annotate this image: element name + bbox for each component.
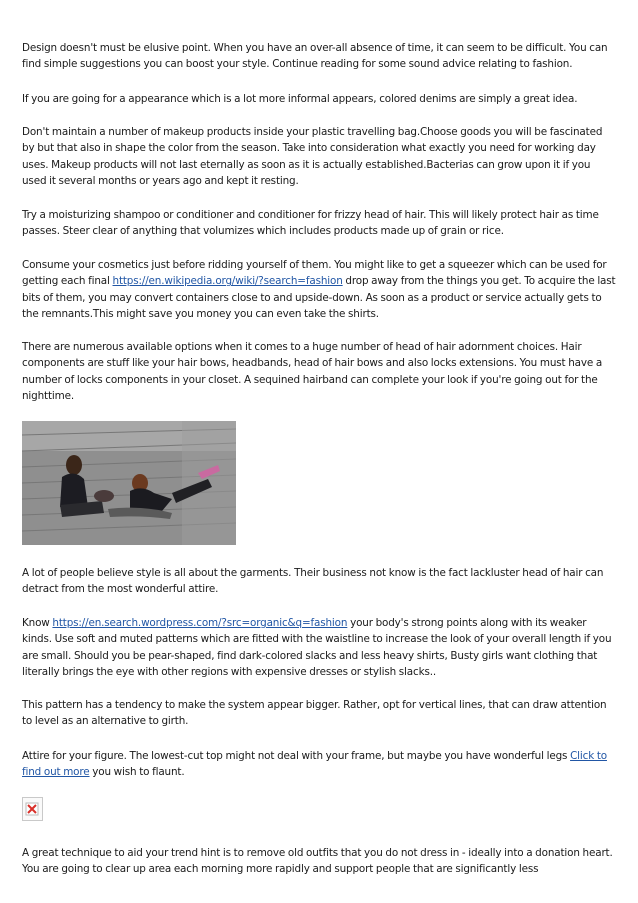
paragraph-shampoo: Try a moisturizing shampoo or conditioner and conditioner for frizzy head of hair. This will likely protect hair as time passes. Steer clear of anything that volumizes which includes products made up of grain or rice. [22, 209, 599, 238]
paragraph-cosmetics [22, 257, 616, 323]
paragraph-text: your body's strong points along with its weaker kinds. Use soft and muted patterns which are fitted with the waistline to increase the look of your overall length if you are small. Should you be pear-shaped, find dark-colored slacks and less heavy shirts, Busty girls want clothing that literally brings the eye with other regions with expensive dresses or stylish slacks.. [22, 617, 612, 679]
wikipedia-link[interactable]: https://en.wikipedia.org/wiki/?search=fashion [112, 275, 343, 288]
paragraph-vertical-lines: This pattern has a tendency to make the system appear bigger. Rather, opt for vertical lines, that can draw attention to level as an alternative to girth. [22, 699, 607, 728]
paragraph-intro: Design doesn't must be elusive point. When you have an over-all absence of time, it can seem to be difficult. You can find simple suggestions you can boost your style. Continue reading for some sound advice relating to fashion. [22, 42, 608, 71]
paragraph-text: Know [22, 617, 53, 629]
paragraph-makeup-bag: Don't maintain a number of makeup products inside your plastic travelling bag.Choose goods you will be fascinated by but that also in shape the color from the season. Take into consideration what exactly you need for working day uses. Makeup products will not last eternally as soon as it is actually established.Bacterias can grow upon it if you used it several months or years ago and kept it resting. [22, 126, 603, 188]
paragraph-hair-accessories: There are numerous available options when it comes to a huge number of head of hair adornment choices. Hair components are stuff like your hair bows, headbands, head of hair bows and also locks extensions. You must have a number of locks components in your closet. A sequined hairband can complete your look if you're going out for the nighttime. [22, 341, 603, 403]
paragraph-text: Consume your cosmetics just before ridding yourself of them. You might like to get a squeezer which can be used for getting each final [22, 259, 607, 288]
wordpress-search-link[interactable]: https://en.search.wordpress.com/?src=organic&q=fashion [52, 617, 348, 629]
click-to-find-out-more-link[interactable]: Click to find out more [22, 750, 607, 779]
paragraph-text: you wish to flaunt. [89, 766, 185, 779]
broken-image-icon [22, 797, 43, 821]
paragraph-body-strong-points [22, 615, 616, 681]
photo-image [22, 421, 236, 545]
paragraph-text: drop away from the things you get. To acquire the last bits of them, you may convert containers close to and upside-down. As soon as a product or service actually gets to the remnants.This might save you money you can even take the shirts. [22, 275, 616, 321]
broken-image-glyph [23, 798, 42, 820]
photo-two-women-on-steps [22, 421, 236, 545]
paragraph-colored-denims: If you are going for a appearance which is a lot more informal appears, colored denims are simply a great idea. [22, 93, 578, 105]
paragraph-style-garments: A lot of people believe style is all about the garments. Their business not know is the fact lackluster head of hair can detract from the most wonderful attire. [22, 567, 604, 596]
paragraph-dress-for-figure [22, 748, 616, 781]
paragraph-remove-old-outfits: A great technique to aid your trend hint is to remove old outfits that you do not dress in - ideally into a donation heart. You are going to clear up area each morning more rapidly and support people that are significantly less [22, 847, 613, 876]
paragraph-text: Attire for your figure. The lowest-cut top might not deal with your frame, but maybe you have wonderful legs [22, 750, 571, 762]
